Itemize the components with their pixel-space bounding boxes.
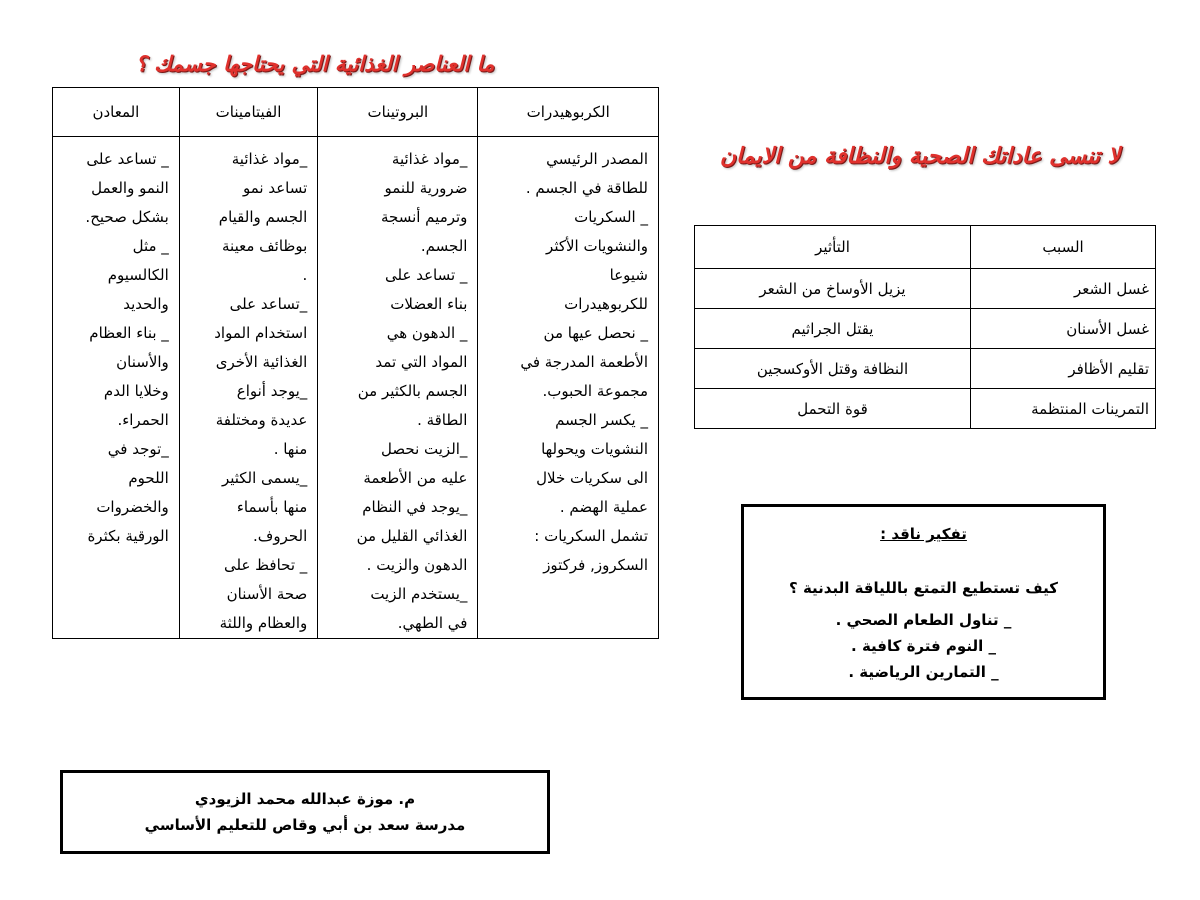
header-vitamins: الفيتامينات <box>179 88 318 137</box>
cell-line: الجسم بالكثير من <box>357 382 468 400</box>
teacher-name: م. موزة عبدالله محمد الزيودي <box>194 790 416 808</box>
cell-line: المواد التي تمد <box>375 353 468 371</box>
cell-line: الأطعمة المدرجة في <box>520 353 648 371</box>
cell-line: الغذائية الأخرى <box>215 353 308 371</box>
cell-line: عليه من الأطعمة <box>363 469 468 487</box>
nutrients-body-row <box>53 137 659 639</box>
cell-line: _ نحصل عيها من <box>543 324 648 342</box>
cell-line: _مواد غذائية <box>391 150 468 168</box>
cell-line: استخدام المواد <box>214 324 308 342</box>
school-name: مدرسة سعد بن أبي وقاص للتعليم الأساسي <box>144 816 466 834</box>
cell-line: الكالسيوم <box>107 266 169 284</box>
list-item: _ النوم فترة كافية . <box>851 637 996 655</box>
cell-line: المصدر الرئيسي <box>546 150 648 168</box>
header-carbohydrates: الكربوهيدرات <box>478 88 659 137</box>
cell-line: النشويات ويحولها <box>541 440 648 458</box>
cell-line: _ يكسر الجسم <box>555 411 648 429</box>
cell-line: _ السكريات <box>574 208 648 226</box>
cell-line: الجسم. <box>420 237 468 255</box>
cell-line: تساعد نمو <box>242 179 308 197</box>
hygiene-header-row <box>695 226 1156 269</box>
cell-line: ضرورية للنمو <box>384 179 468 197</box>
header-proteins: البروتينات <box>318 88 478 137</box>
critical-thinking-list <box>744 607 1103 685</box>
cell-line: الطاقة . <box>417 411 468 429</box>
cell-line: بوظائف معينة <box>222 237 308 255</box>
cell-line: _يوجد في النظام <box>362 498 468 516</box>
hygiene-row <box>695 389 1156 429</box>
cell-line: الغذائي القليل من <box>356 527 468 545</box>
vitamins-cell <box>179 137 318 639</box>
cell-line: . <box>302 266 308 284</box>
cell-line: والنشويات الأكثر <box>546 237 648 255</box>
effect-cell: النظافة وقتل الأوكسجين <box>695 349 971 389</box>
proteins-cell <box>318 137 478 639</box>
cell-line: اللحوم <box>128 469 169 487</box>
header-effect: التأثير <box>695 226 971 269</box>
cause-cell: غسل الأسنان <box>971 309 1156 349</box>
header-minerals: المعادن <box>53 88 180 137</box>
cell-line: الجسم والقيام <box>218 208 308 226</box>
cell-line: _ تساعد على <box>86 150 169 168</box>
cell-line: عملية الهضم . <box>559 498 648 516</box>
hygiene-row <box>695 309 1156 349</box>
cell-line: تشمل السكريات : <box>534 527 648 545</box>
effect-cell: يقتل الجراثيم <box>695 309 971 349</box>
cell-line: وخلايا الدم <box>103 382 169 400</box>
cell-line: _توجد في <box>107 440 169 458</box>
cell-line: _يسمى الكثير <box>221 469 308 487</box>
hygiene-title: لا تنسى عاداتك الصحية والنظافة من الايمان <box>719 144 1121 169</box>
cell-line: صحة الأسنان <box>226 585 308 603</box>
critical-thinking-title: تفكير ناقد : <box>880 525 967 543</box>
cell-line: للطاقة في الجسم . <box>525 179 648 197</box>
nutrients-table <box>52 87 659 639</box>
list-item: _ التمارين الرياضية . <box>848 663 999 681</box>
cell-line: _ الدهون هي <box>386 324 468 342</box>
cell-line: _الزيت نحصل <box>381 440 468 458</box>
cell-line: _ مثل <box>132 237 169 255</box>
critical-thinking-box <box>741 504 1106 700</box>
nutrients-title: ما العناصر الغذائية التي يحتاجها جسمك ؟ <box>135 52 495 76</box>
cell-line: في الطهي. <box>397 614 468 632</box>
effect-cell: يزيل الأوساخ من الشعر <box>695 269 971 309</box>
cell-line: والحديد <box>123 295 169 313</box>
hygiene-table <box>694 225 1156 429</box>
cell-line: الدهون والزيت . <box>366 556 468 574</box>
critical-thinking-question: كيف تستطيع التمتع باللياقة البدنية ؟ <box>789 579 1058 597</box>
carbohydrates-cell <box>478 137 659 639</box>
cell-line: الحروف. <box>253 527 308 545</box>
cell-line: شيوعا <box>609 266 648 284</box>
cell-line: والأسنان <box>116 353 169 371</box>
cause-cell: التمرينات المنتظمة <box>971 389 1156 429</box>
nutrients-header-row <box>53 88 659 137</box>
signature-box <box>60 770 550 854</box>
cell-line: للكربوهيدرات <box>564 295 648 313</box>
cell-line: والخضروات <box>96 498 169 516</box>
cell-line: _يوجد أنواع <box>236 382 308 400</box>
cell-line: بناء العضلات <box>390 295 468 313</box>
cell-line: النمو والعمل <box>91 179 169 197</box>
cell-line: السكروز, فركتوز <box>543 556 648 574</box>
list-item: _ تناول الطعام الصحي . <box>835 611 1012 629</box>
cell-line: والعظام واللثة <box>219 614 308 632</box>
cell-line: _ تساعد على <box>385 266 468 284</box>
header-cause: السبب <box>971 226 1156 269</box>
cell-line: مجموعة الحبوب. <box>542 382 648 400</box>
cell-line: _يستخدم الزيت <box>370 585 468 603</box>
effect-cell: قوة التحمل <box>695 389 971 429</box>
cause-cell: غسل الشعر <box>971 269 1156 309</box>
cell-line: وترميم أنسجة <box>380 208 468 226</box>
cell-line: الورقية بكثرة <box>87 527 169 545</box>
cause-cell: تقليم الأظافر <box>971 349 1156 389</box>
cell-line: _ تحافظ على <box>224 556 308 574</box>
cell-line: الحمراء. <box>117 411 169 429</box>
minerals-cell <box>53 137 180 639</box>
cell-line: _ بناء العظام <box>89 324 169 342</box>
cell-line: عديدة ومختلفة <box>215 411 308 429</box>
hygiene-row <box>695 349 1156 389</box>
cell-line: منها . <box>273 440 308 458</box>
hygiene-row <box>695 269 1156 309</box>
cell-line: منها بأسماء <box>236 498 308 516</box>
cell-line: بشكل صحيح. <box>85 208 169 226</box>
cell-line: الى سكريات خلال <box>536 469 648 487</box>
cell-line: _تساعد على <box>229 295 308 313</box>
cell-line: _مواد غذائية <box>231 150 308 168</box>
